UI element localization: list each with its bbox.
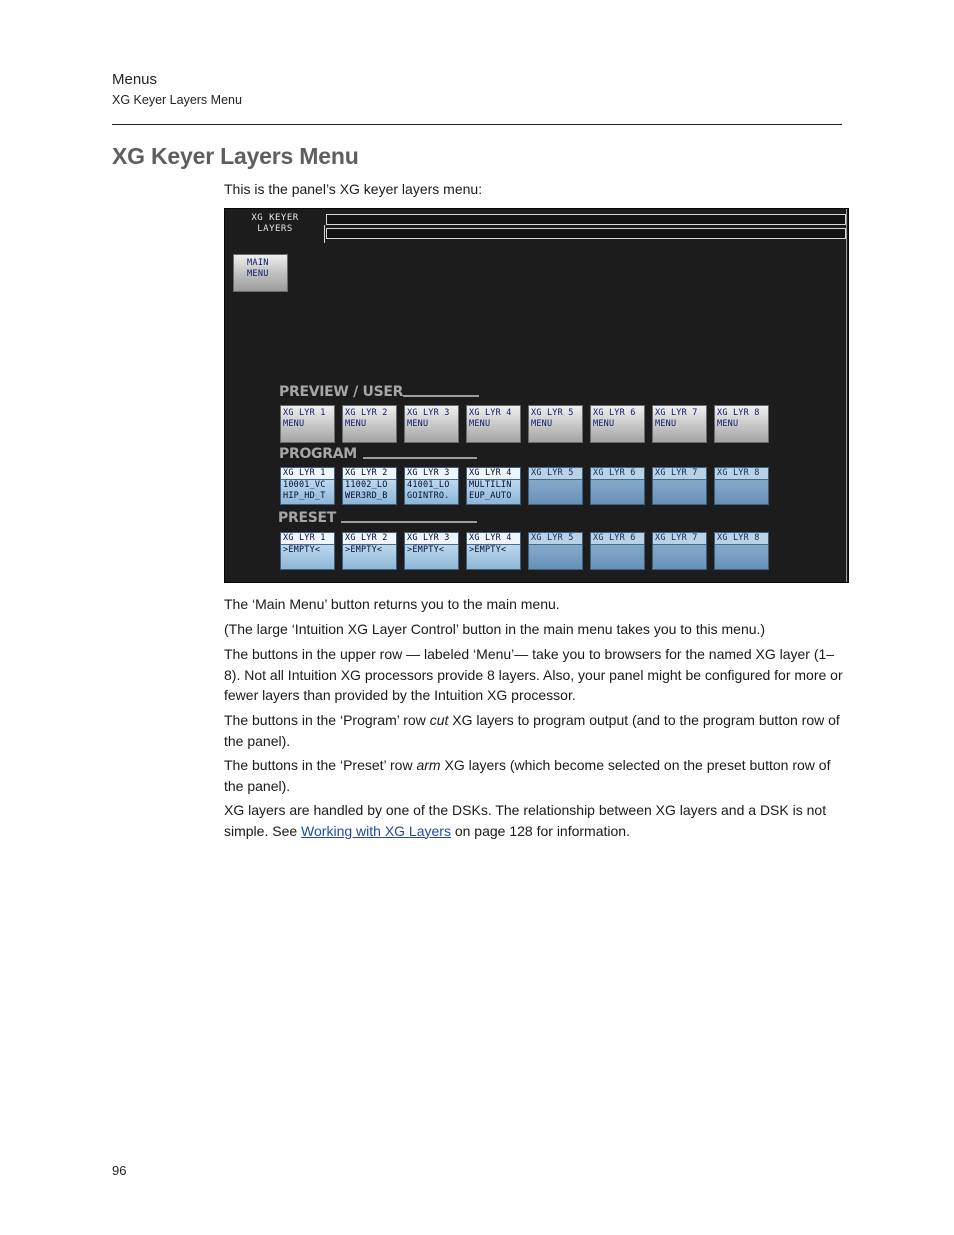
program-layer-button-5[interactable] bbox=[528, 467, 583, 505]
button-label-line: XG LYR 7 bbox=[655, 408, 698, 418]
preset-layer-button-8[interactable] bbox=[714, 532, 769, 570]
button-label-line: XG LYR 1 bbox=[283, 408, 326, 418]
running-header-section: Menus bbox=[112, 71, 158, 88]
paragraph-text: XG layers (which become selected on the preset button row of the panel). bbox=[224, 757, 831, 794]
program-layer-button-7[interactable] bbox=[652, 467, 707, 505]
preset-layer-button-3[interactable] bbox=[404, 532, 459, 570]
button-label-line: XG LYR 2 bbox=[343, 533, 396, 545]
preview-layer-button-7[interactable] bbox=[652, 405, 707, 443]
button-label-line: XG LYR 1 bbox=[281, 533, 334, 545]
preview-layer-button-8[interactable] bbox=[714, 405, 769, 443]
preview-layer-button-2[interactable] bbox=[342, 405, 397, 443]
program-layer-button-8[interactable] bbox=[714, 467, 769, 505]
button-label-line: XG LYR 6 bbox=[591, 533, 644, 545]
program-layer-button-6[interactable] bbox=[590, 467, 645, 505]
button-label-line: XG LYR 5 bbox=[529, 468, 582, 480]
button-label-line: 41001_LO bbox=[407, 480, 450, 490]
button-label-line: XG LYR 7 bbox=[653, 468, 706, 480]
button-label-line: XG LYR 2 bbox=[343, 468, 396, 480]
button-label-line: 11002_LO bbox=[345, 480, 388, 490]
button-label-line: XG LYR 3 bbox=[405, 533, 458, 545]
paragraph-text: on page 128 for information. bbox=[450, 822, 630, 839]
page-title: XG Keyer Layers Menu bbox=[112, 143, 359, 169]
paragraph-text: XG layers are handled by one of the DSKs. The relationship between XG layers and a DSK is not simple. See bbox=[224, 802, 827, 839]
button-label-line: MENU bbox=[717, 419, 739, 429]
preset-layer-button-4[interactable] bbox=[466, 532, 521, 570]
button-label-line: MENU bbox=[531, 419, 553, 429]
preview-layer-button-4[interactable] bbox=[466, 405, 521, 443]
button-label-line: HIP_HD_T bbox=[283, 491, 326, 501]
program-layer-button-3[interactable] bbox=[404, 467, 459, 505]
paragraph-layer-control: (The large ‘Intuition XG Layer Control’ button in the main menu takes you to this menu.) bbox=[224, 621, 766, 637]
panel-edge bbox=[846, 209, 847, 582]
working-with-xg-layers-link[interactable]: Working with XG Layers bbox=[301, 822, 451, 839]
paragraph-preset-row bbox=[224, 755, 844, 796]
preset-layer-button-6[interactable] bbox=[590, 532, 645, 570]
button-label-line: XG LYR 5 bbox=[529, 533, 582, 545]
button-label-line: XG LYR 6 bbox=[591, 468, 644, 480]
button-label-line: XG LYR 7 bbox=[653, 533, 706, 545]
row-label-preset: PRESET bbox=[278, 510, 337, 526]
paragraph-upper-row: The buttons in the upper row — labeled ‘Menu’— take you to browsers for the named XG layer (1–8). Not all Intuition XG processors provide 8 layers. Also, your panel might be configured for more or fewer layers than provided by the Intuition XG processor. bbox=[224, 646, 843, 703]
paragraph-text: XG layers to program output (and to the program button row of the panel). bbox=[224, 712, 840, 749]
preset-layer-button-5[interactable] bbox=[528, 532, 583, 570]
xg-keyer-layers-panel bbox=[224, 208, 849, 583]
button-label-line: >EMPTY< bbox=[407, 545, 445, 555]
button-label-line: GOINTRO. bbox=[407, 491, 450, 501]
button-label-line: XG LYR 8 bbox=[715, 468, 768, 480]
button-label-line: MENU bbox=[593, 419, 615, 429]
button-label-line: WER3RD_B bbox=[345, 491, 388, 501]
button-label-line: MULTILIN bbox=[469, 480, 512, 490]
button-label-line: XG LYR 1 bbox=[281, 468, 334, 480]
paragraph-text: The buttons in the ‘Preset’ row bbox=[224, 757, 417, 773]
button-label-line: MENU bbox=[283, 419, 305, 429]
preview-layer-button-6[interactable] bbox=[590, 405, 645, 443]
emphasis-text: arm bbox=[416, 757, 441, 773]
button-label-line: >EMPTY< bbox=[469, 545, 507, 555]
menu-tag bbox=[225, 213, 325, 235]
status-line-1 bbox=[326, 214, 846, 225]
emphasis-text: cut bbox=[429, 712, 449, 728]
button-label-line: XG LYR 4 bbox=[467, 533, 520, 545]
row-label-underline bbox=[363, 457, 477, 459]
main-menu-label: MENU bbox=[247, 269, 269, 279]
button-label-line: XG LYR 5 bbox=[531, 408, 574, 418]
button-label-line: XG LYR 2 bbox=[345, 408, 388, 418]
button-label-line: XG LYR 3 bbox=[407, 408, 450, 418]
button-label-line: XG LYR 3 bbox=[405, 468, 458, 480]
button-label-line: >EMPTY< bbox=[283, 545, 321, 555]
row-label-underline bbox=[403, 395, 479, 397]
menu-tag-line: XG KEYER bbox=[251, 213, 299, 223]
preset-layer-button-2[interactable] bbox=[342, 532, 397, 570]
row-label-program: PROGRAM bbox=[279, 446, 357, 462]
main-menu-button[interactable] bbox=[233, 254, 288, 292]
button-label-line: 10001_VC bbox=[283, 480, 326, 490]
button-label-line: XG LYR 6 bbox=[593, 408, 636, 418]
button-label-line: XG LYR 4 bbox=[469, 408, 512, 418]
program-layer-button-2[interactable] bbox=[342, 467, 397, 505]
running-header-subsection: XG Keyer Layers Menu bbox=[112, 93, 242, 107]
paragraph-program-row bbox=[224, 710, 844, 751]
paragraph-dsk bbox=[224, 800, 844, 841]
button-label-line: XG LYR 8 bbox=[717, 408, 760, 418]
page-number: 96 bbox=[112, 1163, 127, 1178]
button-label-line: MENU bbox=[407, 419, 429, 429]
button-label-line: >EMPTY< bbox=[345, 545, 383, 555]
program-layer-button-4[interactable] bbox=[466, 467, 521, 505]
row-label-underline bbox=[341, 521, 477, 523]
row-label-preview: PREVIEW / USER bbox=[279, 384, 404, 400]
button-label-line: XG LYR 8 bbox=[715, 533, 768, 545]
status-line-cap bbox=[324, 225, 328, 243]
intro-text: This is the panel’s XG keyer layers menu: bbox=[224, 181, 483, 197]
button-label-line: EUP_AUTO bbox=[469, 491, 512, 501]
status-line-2 bbox=[326, 228, 846, 239]
preset-layer-button-7[interactable] bbox=[652, 532, 707, 570]
button-label-line: MENU bbox=[655, 419, 677, 429]
header-rule bbox=[112, 124, 842, 125]
preview-layer-button-3[interactable] bbox=[404, 405, 459, 443]
program-layer-button-1[interactable] bbox=[280, 467, 335, 505]
preset-layer-button-1[interactable] bbox=[280, 532, 335, 570]
button-label-line: XG LYR 4 bbox=[467, 468, 520, 480]
menu-tag-line: LAYERS bbox=[257, 224, 293, 234]
main-menu-label: MAIN bbox=[247, 258, 269, 268]
paragraph-main-menu: The ‘Main Menu’ button returns you to the main menu. bbox=[224, 596, 560, 612]
preview-layer-button-5[interactable] bbox=[528, 405, 583, 443]
button-label-line: MENU bbox=[469, 419, 491, 429]
button-label-line: MENU bbox=[345, 419, 367, 429]
preview-layer-button-1[interactable] bbox=[280, 405, 335, 443]
paragraph-text: The buttons in the ‘Program’ row bbox=[224, 712, 430, 728]
